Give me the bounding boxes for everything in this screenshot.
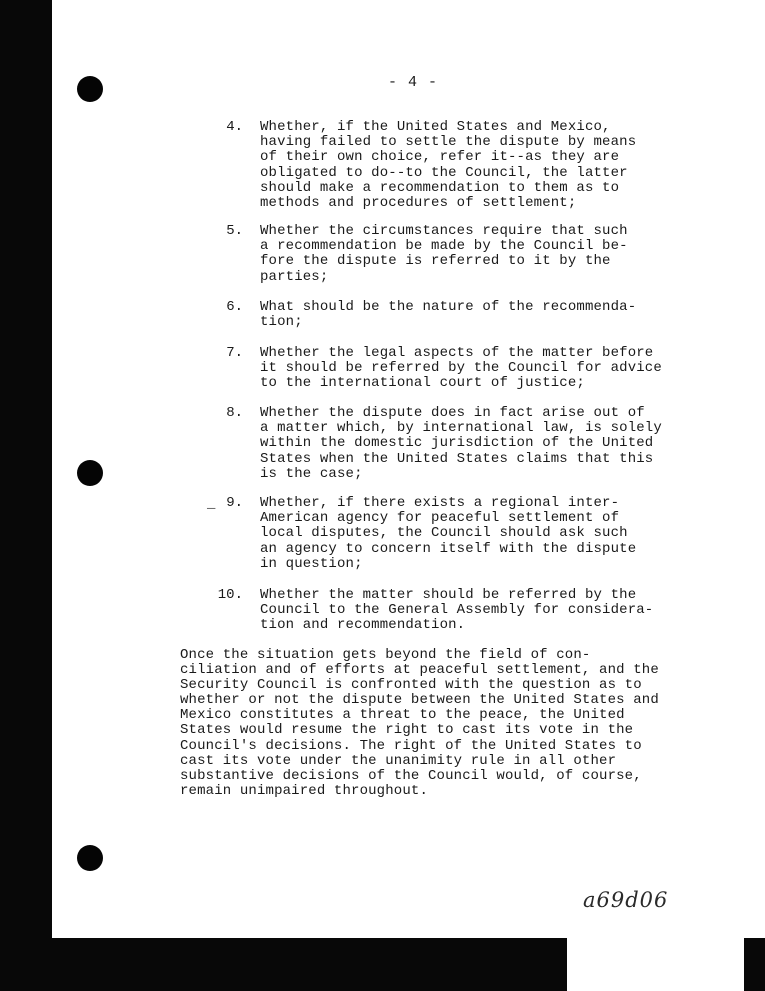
- scan-border-left: [0, 0, 52, 991]
- scan-border-bottom-right: [744, 938, 765, 991]
- list-item-text: What should be the nature of the recommenda- tion;: [260, 299, 637, 331]
- list-item-number: 9.: [226, 495, 243, 511]
- closing-paragraph: Once the situation gets beyond the field of con- ciliation and of efforts at peaceful settlement, and the Security Council is confronted with the question as to whether or not the dispute between the United States and Mexico constitutes a threat to the peace, the United States would resume the right to cast its vote in the Council's decisions. The right of the United States to cast its vote under the unanimity rule in all other substantive decisions of the Council would, of course, remain unimpaired throughout.: [180, 647, 659, 799]
- list-item-text: Whether the circumstances require that such a recommendation be made by the Council be- fore the dispute is referred to it by the parties;: [260, 223, 628, 285]
- list-item-number: 10.: [217, 587, 243, 603]
- list-item-number: 6.: [226, 299, 243, 315]
- page-number: - 4 -: [388, 74, 439, 91]
- margin-dash-mark: _: [207, 496, 216, 512]
- list-item-text: Whether, if there exists a regional inter- American agency for peaceful settlement of local disputes, the Council should ask such an agency to concern itself with the dispute in question;: [260, 495, 637, 572]
- list-item-number: 7.: [226, 345, 243, 361]
- list-item-text: Whether, if the United States and Mexico, having failed to settle the dispute by means of their own choice, refer it--as they are obligated to do--to the Council, the latter should make a recommendation to them as to methods and procedures of settlement;: [260, 119, 637, 212]
- list-item-number: 5.: [226, 223, 243, 239]
- punch-hole-middle: [77, 460, 103, 486]
- handwritten-reference-number: a69d06: [583, 888, 669, 912]
- list-item-text: Whether the matter should be referred by the Council to the General Assembly for considera- tion and recommendation.: [260, 587, 654, 634]
- punch-hole-top: [77, 76, 103, 102]
- scan-border-bottom: [52, 938, 567, 991]
- list-item-text: Whether the dispute does in fact arise out of a matter which, by international law, is solely within the domestic jurisdiction of the United States when the United States claims that this is the case;: [260, 405, 662, 482]
- punch-hole-bottom: [77, 845, 103, 871]
- list-item-text: Whether the legal aspects of the matter before it should be referred by the Council for advice to the international court of justice;: [260, 345, 662, 392]
- list-item-number: 4.: [226, 119, 243, 135]
- list-item-number: 8.: [226, 405, 243, 421]
